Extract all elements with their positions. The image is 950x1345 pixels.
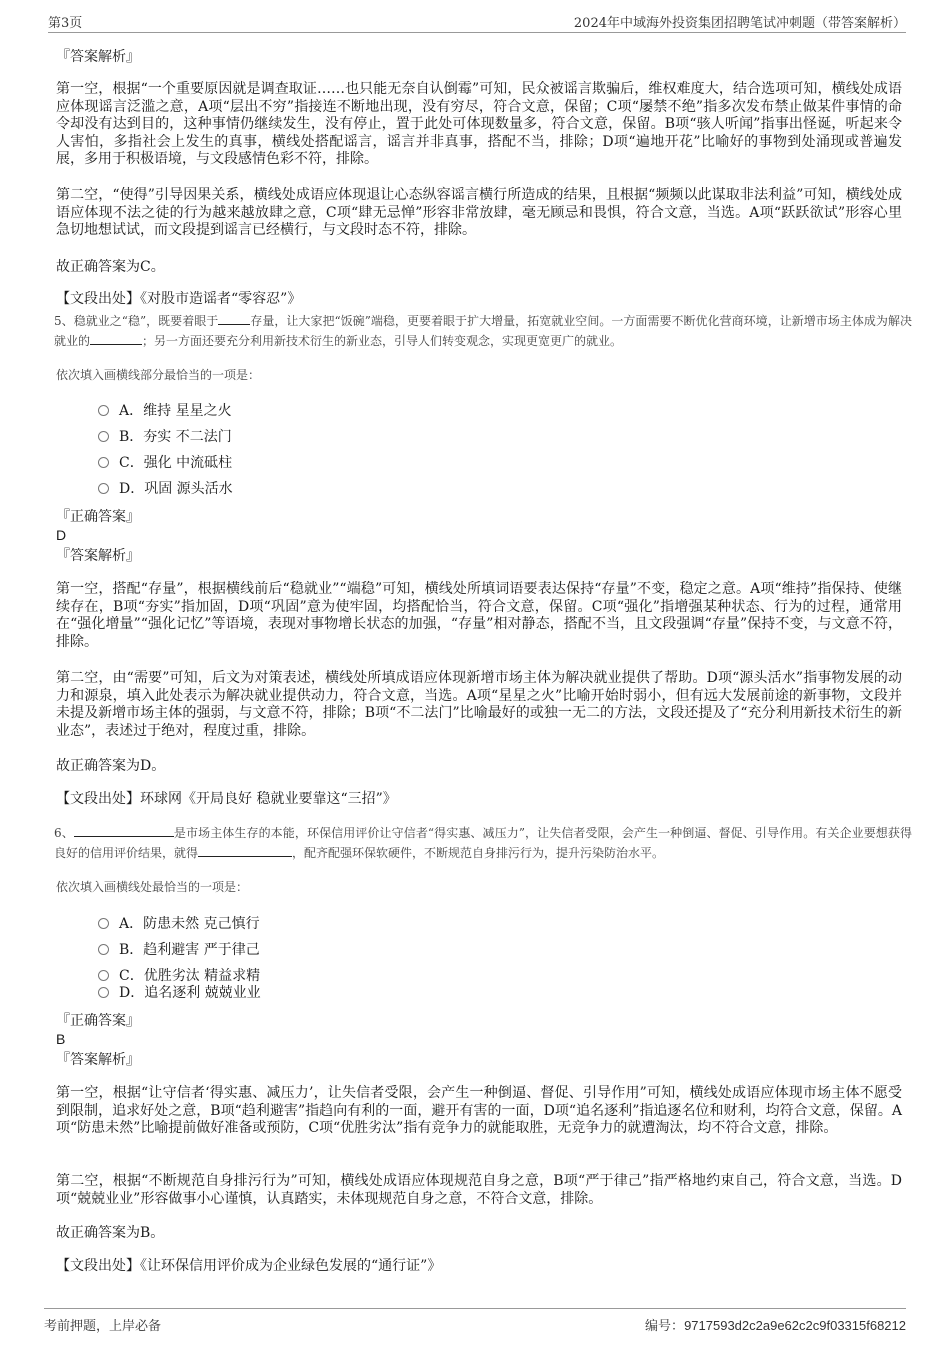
q6-blank-1: [74, 824, 174, 837]
radio-icon[interactable]: [98, 483, 109, 494]
q6-instruction: 依次填入画横线处最恰当的一项是：: [56, 880, 249, 894]
q6-analysis-para-2: 第二空，根据“不断规范自身排污行为”可知，横线处成语应体现规范自身之意，B项“严于律己”指严格地约束自己，符合文意，当选。D项“兢兢业业”形容做事小心谨慎，认真踏实，未体现规范自身之意，不符合文意，排除。: [56, 1173, 902, 1207]
q5-stem: 5、稳就业之“稳”，既要着眼于 存量，让大家把“饭碗”端稳，更要着眼于扩大增量，拓宽就业空间。一方面需要不断优化营商环境，让新增市场主体成为解决就业的 ；另一方面还要充分利用新技术衍生的新业态，引导人们转变观念，实现更宽更广的就业。: [54, 314, 912, 348]
q5-number: 5、: [54, 314, 74, 328]
q5-answer-label: 『正确答案』: [56, 509, 140, 525]
q6-option-d[interactable]: D．追名逐利 兢兢业业: [98, 984, 902, 1002]
q6-analysis-para-1: 第一空，根据“让守信者‘得实惠、减压力’，让失信者受限，会产生一种倒逼、督促、引导作用”可知，横线处成语应体现市场主体不愿受到限制，追求好处之意，B项“趋利避害”指趋向有利的一面，避开有害的一面，D项“追名逐利”指追逐名位和财利，均符合文意，保留。A项“防患未然”比喻提前做好准备或预防，C项“优胜劣汰”指有竞争力的就能取胜，无竞争力的就遭淘汰，均不符合文意，排除。: [56, 1085, 902, 1137]
radio-icon[interactable]: [98, 944, 109, 955]
radio-icon[interactable]: [98, 431, 109, 442]
q5-blank-1: [218, 312, 250, 325]
q6-source: 【文段出处】《让环保信用评价成为企业绿色发展的“通行证”》: [56, 1258, 442, 1274]
radio-icon[interactable]: [98, 970, 109, 981]
q5-analysis-para-2: 第二空，由“需要”可知，后文为对策表述，横线处所填成语应体现新增市场主体为解决就业提供了帮助。D项“源头活水”指事物发展的动力和源泉，填入此处表示为解决就业提供动力，符合文意，当选。A项“星星之火”比喻开始时弱小，但有远大发展前途的新事物，文段并未提及新增市场主体的强弱，与文意不符，排除；B项“不二法门”比喻最好的或独一无二的方法，文段还提及了“充分利用新技术衍生的新业态”，表述过于绝对，程度过重，排除。: [56, 670, 902, 739]
radio-icon[interactable]: [98, 457, 109, 468]
footer-slogan: 考前押题，上岸必备: [44, 1319, 162, 1334]
q5-option-a[interactable]: A．维持 星星之火: [98, 402, 902, 420]
q4-source: 【文段出处】《对股市造谣者“零容忍”》: [56, 291, 302, 307]
page-footer: [44, 1308, 906, 1333]
radio-icon[interactable]: [98, 918, 109, 929]
q5-option-c[interactable]: C．强化 中流砥柱: [98, 454, 902, 472]
q5-analysis-label: 『答案解析』: [56, 548, 140, 564]
q6-answer: B: [56, 1031, 66, 1047]
page-header: [48, 10, 906, 33]
q6-number: 6、: [54, 826, 74, 840]
q6-stem: 6、 是市场主体生存的本能，环保信用评价让守信者“得实惠、减压力”，让失信者受限，会产生一种倒逼、督促、引导作用。有关企业要想获得良好的信用评价结果，就得 ，配齐配强环保软硬件，不断规范自身排污行为，提升污染防治水平。: [54, 826, 912, 860]
q5-instruction: 依次填入画横线部分最恰当的一项是：: [56, 368, 261, 382]
q4-analysis-label: 『答案解析』: [56, 49, 140, 65]
radio-icon[interactable]: [98, 987, 109, 998]
page-number: 第3页: [48, 16, 83, 31]
q6-option-c[interactable]: C．优胜劣汰 精益求精: [98, 967, 902, 985]
document-title: 2024年中域海外投资集团招聘笔试冲刺题（带答案解析）: [573, 16, 906, 31]
q6-answer-label: 『正确答案』: [56, 1013, 140, 1029]
q5-blank-2: [90, 332, 142, 345]
q6-option-a[interactable]: A．防患未然 克己慎行: [98, 915, 902, 933]
document-code: 编号：9717593d2c2a9e62c2c9f03315f68212: [645, 1318, 906, 1333]
q6-option-b[interactable]: B．趋利避害 严于律己: [98, 941, 902, 959]
q4-analysis-para-1: 第一空，根据“一个重要原因就是调查取证……也只能无奈自认倒霉”可知，民众被谣言欺骗后，维权难度大，结合选项可知，横线处成语应体现谣言泛滥之意，A项“层出不穷”指接连不断地出现，没有穷尽，符合文意，保留；C项“屡禁不绝”指多次发布禁止做某件事情的命令却没有达到目的，这种事情仍继续发生，没有停止，置于此处可体现数量多，符合文意，保留。B项“骇人听闻”指事出怪诞，听起来令人害怕，多指社会上发生的真事，横线处搭配谣言，谣言并非真事，搭配不当，排除；D项“遍地开花”比喻好的事物到处涌现或普遍发展，多用于积极语境，与文段感情色彩不符，排除。: [56, 81, 902, 168]
q5-answer: D: [56, 527, 67, 543]
q6-blank-2: [198, 844, 292, 857]
q6-conclusion: 故正确答案为B。: [56, 1225, 165, 1241]
q5-source: 【文段出处】环球网《开局良好 稳就业要靠这“三招”》: [56, 791, 397, 807]
q4-analysis-para-2: 第二空，“使得”引导因果关系，横线处成语应体现退让心态纵容谣言横行所造成的结果，且根据“频频以此谋取非法利益”可知，横线处成语应体现不法之徒的行为越来越放肆之意，C项“肆无忌惮”形容非常放肆，毫无顾忌和畏惧，符合文意，当选。A项“跃跃欲试”形容心里急切地想试试，而文段提到谣言已经横行，与文段时态不符，排除。: [56, 187, 902, 239]
q5-option-b[interactable]: B．夯实 不二法门: [98, 428, 902, 446]
q6-analysis-label: 『答案解析』: [56, 1052, 140, 1068]
radio-icon[interactable]: [98, 405, 109, 416]
q5-option-d[interactable]: D．巩固 源头活水: [98, 480, 902, 498]
q5-conclusion: 故正确答案为D。: [56, 758, 166, 774]
q4-conclusion: 故正确答案为C。: [56, 259, 165, 275]
q5-analysis-para-1: 第一空，搭配“存量”，根据横线前后“稳就业”“端稳”可知，横线处所填词语要表达保持“存量”不变，稳定之意。A项“维持”指保持、使继续存在，B项“夯实”指加固，D项“巩固”意为使牢固，均搭配恰当，符合文意，保留。C项“强化”指增强某种状态、行为的过程，通常用在“强化增量”“强化记忆”等语境，表现对事物增长状态的加强，“存量”相对静态，搭配不当，且文段强调“存量”保持不变，与文意不符，排除。: [56, 581, 902, 650]
